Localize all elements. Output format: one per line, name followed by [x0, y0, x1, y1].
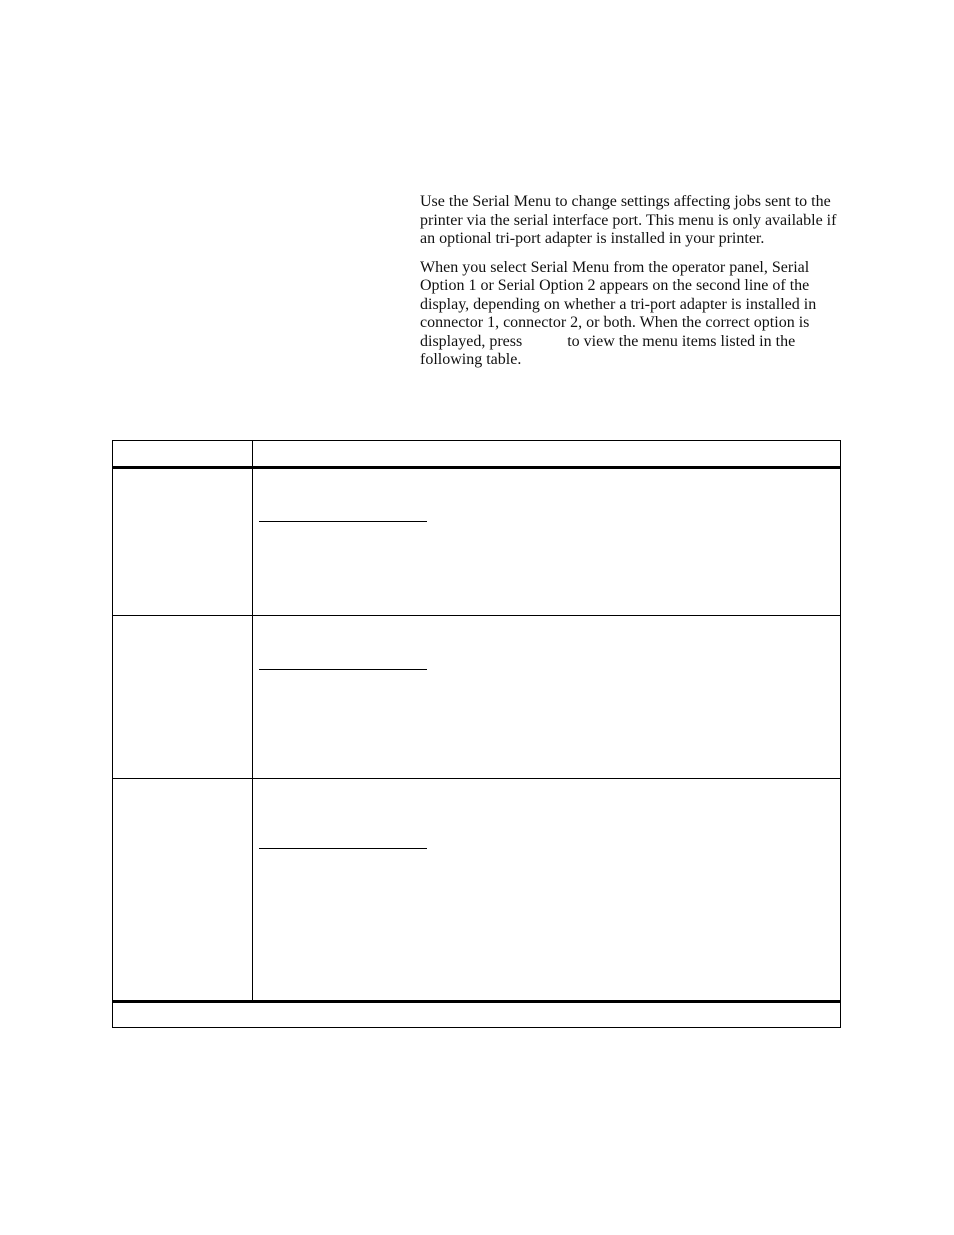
table-cell-underline	[259, 669, 427, 670]
table-cell-underline	[259, 848, 427, 849]
serial-menu-table	[112, 440, 841, 1028]
intro-paragraph-2	[420, 259, 840, 370]
table-row-divider	[113, 778, 840, 779]
table-cell-underline	[259, 521, 427, 522]
intro-paragraph-1: Use the Serial Menu to change settings affecting jobs sent to the printer via the serial interface port. This menu is only available if an optional tri-port adapter is installed in your printer.	[420, 193, 837, 247]
table-row-divider	[113, 615, 840, 616]
intro-paragraph-2-after: to view the menu items listed in the following table.	[420, 332, 796, 368]
table-column-divider	[252, 441, 253, 1001]
table-footer-rule	[113, 1000, 840, 1003]
table-header-rule	[113, 466, 840, 469]
intro-paragraph-2-before: When you select Serial Menu from the operator panel, Serial Option 1 or Serial Option 2 appears on the second line of the display, depending on whether a tri-port adapter is installed in connector 1, connector 2, or both. When the correct option is displayed, press	[420, 258, 817, 350]
intro-text	[420, 193, 840, 380]
